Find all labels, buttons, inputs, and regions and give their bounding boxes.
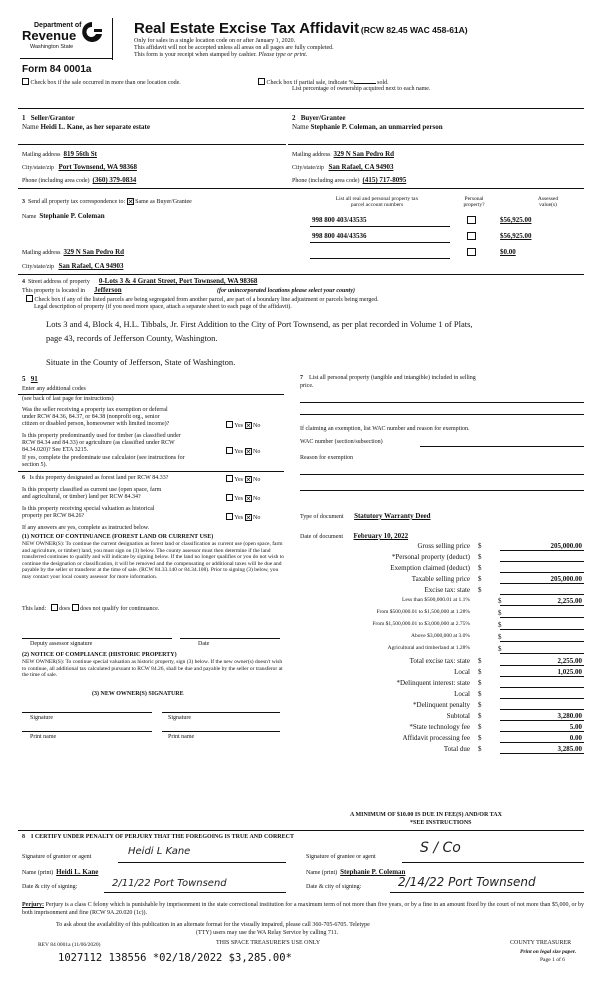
notice3-title: (3) NEW OWNER(S) SIGNATURE <box>92 691 184 697</box>
dollar-sign: $ <box>478 712 482 720</box>
tax-line-value[interactable] <box>500 679 584 688</box>
grantor-date-city[interactable]: 2/11/22 Port Townsend <box>112 878 227 889</box>
sec5-q2c: 84.34.020)? See ETA 3215. <box>22 447 89 453</box>
sec6-q1: Is this property designated as forest land per RCW 84.33? <box>29 475 169 481</box>
multi-location-label: Check box if the sale occurred in more than one location code. <box>30 80 181 86</box>
does-label: does <box>59 606 71 612</box>
personal-property-checkbox[interactable] <box>467 216 476 224</box>
parcel-row <box>312 232 452 240</box>
sec6-q3b: property per RCW 84.26? <box>22 513 85 519</box>
unincorporated-note: (for unincorporated locations please select your county) <box>217 288 355 294</box>
tax-line-label: Above $3,000,000 at 3.0% <box>411 633 470 639</box>
tax-line-label: Subtotal <box>446 712 470 720</box>
minimum-note: A MINIMUM OF $10.00 IS DUE IN FEE(S) AND/OR TAX <box>350 812 502 818</box>
seller-name-label: Name <box>22 123 39 131</box>
tax-line-value[interactable] <box>500 564 584 573</box>
no-label: No <box>253 449 261 455</box>
sec7-num: 7 <box>300 375 303 381</box>
tax-line-label: Local <box>454 690 470 698</box>
tax-line-value[interactable]: 205,000.00 <box>500 542 584 551</box>
rule <box>22 712 152 713</box>
perjury-notice <box>22 902 584 917</box>
grantee-sig-label: Signature of grantee or agent <box>306 854 376 860</box>
legal-line3[interactable]: Situate in the County of Jefferson, State of Washington. <box>46 357 236 367</box>
sec5-q2d: If yes, complete the predominate use calculator (see instructions for <box>22 455 185 461</box>
partial-percent-field[interactable] <box>354 83 376 84</box>
buyer-label: Buyer/Grantee <box>300 114 346 122</box>
seller-city-label: City/state/zip <box>22 165 54 171</box>
parcel-row <box>312 248 452 256</box>
tax-line-value[interactable]: 3,280.00 <box>500 712 584 721</box>
parcel-number[interactable]: 998 800 404/43536 <box>312 232 367 240</box>
sendto-same-label: Same as Buyer/Grantee <box>135 199 192 205</box>
dollar-sign: $ <box>478 564 482 572</box>
sec5-q2-no-checkbox[interactable]: ✕ <box>245 448 252 456</box>
seller-mail-label: Mailing address <box>22 152 61 158</box>
tax-line-label: Excise tax: state <box>424 586 470 594</box>
sendto-mail-label: Mailing address <box>22 250 61 256</box>
sec6-q2-yes-checkbox[interactable] <box>226 494 233 501</box>
yes-label: Yes <box>234 423 244 429</box>
tax-line-value[interactable]: 5.00 <box>500 723 584 732</box>
buyer-name[interactable]: Stephanie P. Coleman, an unmarried person <box>310 123 443 131</box>
buyer-phone[interactable]: (415) 717-8095 <box>362 176 407 184</box>
reason-label: Reason for exemption <box>300 455 353 461</box>
sec7-label2: price. <box>300 383 314 389</box>
tax-line-label: Taxable selling price <box>411 575 470 583</box>
header-note2: This affidavit will not be accepted unless all areas on all pages are fully completed. <box>134 45 334 51</box>
seller-num: 1 <box>22 114 26 122</box>
deputy-signature-label: Deputy assessor signature <box>30 641 93 647</box>
notice2-text: NEW OWNER(S): To continue special valuation as historic property, sign (3) below. If the new owner(s) doesn't wish to continue, all additional tax calculated pursuant to RCW 84.26, shall be due and payable by the seller or transferor at the time of sale. <box>22 659 283 679</box>
rev-number: REV 84 0001a (11/06/2020) <box>38 942 101 948</box>
sec6-q3-no-checkbox[interactable]: ✕ <box>245 514 252 522</box>
partial-list-note: List percentage of ownership acquired next to each name. <box>292 86 431 92</box>
dor-logo <box>22 18 108 58</box>
dollar-sign: $ <box>478 723 482 731</box>
tax-line-value[interactable] <box>500 586 584 595</box>
tax-line-label: Less than $500,000.01 at 1.1% <box>402 597 470 603</box>
notice1-text: NEW OWNER(S): To continue the current designation as forest land or classification as current use (open space, farm and agriculture, or timber) land, you must sign on (3) below. The county assessor must then determine if the land transferred continues to qualify and will indicate by signing below. If the land no longer qualifies or you do not wish to continue the designation or classification, it will be removed and the compensating or additional taxes will be due and payable by the seller or transferor at the time of sale. (RCW 84.33.140 or 84.34.108). Prior to signing (3) below, you may contact your local county assessor for more information. <box>22 541 285 580</box>
segregated-label: Check box if any of the listed parcels are being segregated from another parcel, are part of a boundary line adjustment or parcels being merged. <box>34 297 379 303</box>
tax-line-label: From $500,000.01 to $1,500,000 at 1.28% <box>376 609 470 615</box>
form-title-ref: (RCW 82.45 WAC 458-61A) <box>360 25 468 35</box>
legal-paper-note: Print on legal size paper. <box>520 949 577 955</box>
sec6-q2b: and agricultural, or timber) land per RCW 84.34? <box>22 494 141 500</box>
dollar-sign: $ <box>478 553 482 561</box>
sec5-q2e: section 5). <box>22 462 47 468</box>
rule <box>118 862 286 863</box>
grantee-date-label: Date & city of signing: <box>306 884 362 890</box>
dollar-sign: $ <box>498 645 502 653</box>
rule <box>18 144 286 145</box>
dollar-sign: $ <box>478 690 482 698</box>
dollar-sign: $ <box>478 657 482 665</box>
dollar-sign: $ <box>478 734 482 742</box>
sec6-q1-yes-checkbox[interactable] <box>226 475 233 482</box>
sendto-name-label: Name <box>22 214 37 220</box>
tax-line-label: *Delinquent penalty <box>413 701 470 709</box>
sendto-name[interactable]: Stephanie P. Coleman <box>39 212 105 220</box>
tax-line-value[interactable] <box>500 609 584 618</box>
tax-line-value[interactable]: 3,285.00 <box>500 745 584 754</box>
parcel-value[interactable]: $0.00 <box>500 248 516 256</box>
sec6-q2a: Is this property classified as current use (open space, farm <box>22 487 162 493</box>
rule <box>104 892 286 893</box>
tax-line-value[interactable] <box>500 553 584 562</box>
tax-line-label: From $1,500,000.01 to $3,000,000 at 2.75% <box>372 621 470 627</box>
sec6-q4: If any answers are yes, complete as instructed below. <box>22 525 150 531</box>
sec5-num: 5 <box>22 375 26 383</box>
multi-location-checkbox[interactable] <box>22 78 29 85</box>
dollar-sign: $ <box>478 586 482 594</box>
rule <box>300 490 584 491</box>
tty-note: (TTY) users may use the WA Relay Service by calling 711. <box>196 930 339 936</box>
header-note3: This form is your receipt when stamped by cashier. <box>134 52 257 58</box>
yes-label: Yes <box>234 477 244 483</box>
no-label: No <box>253 423 261 429</box>
tax-line-value[interactable]: 2,255.00 <box>500 597 584 606</box>
tax-line-label: Affidavit processing fee <box>402 734 470 742</box>
tax-line-value[interactable] <box>500 645 584 654</box>
buyer-city-label: City/state/zip <box>292 165 324 171</box>
dollar-sign: $ <box>498 597 502 605</box>
tax-line-value[interactable]: 0.00 <box>500 734 584 743</box>
buyer-name-label: Name <box>292 123 309 131</box>
tax-line-label: Local <box>454 668 470 676</box>
treasurer-stamp: 1027112 138556 *02/18/2022 $3,285.00* <box>58 952 292 964</box>
logo-line1: Department of <box>34 22 82 29</box>
dollar-sign: $ <box>478 745 482 753</box>
yes-label: Yes <box>234 515 244 521</box>
grantee-signature[interactable]: S / Co <box>420 840 461 856</box>
page-number: Page 1 of 6 <box>540 957 565 963</box>
personal-property-checkbox[interactable] <box>467 248 476 256</box>
street-label: Street address of property <box>28 279 90 285</box>
rule <box>300 474 584 475</box>
doc-type[interactable]: Statutory Warranty Deed <box>354 512 431 520</box>
dollar-sign: $ <box>478 575 482 583</box>
section-rule-top <box>18 108 584 109</box>
partial-sale-checkbox[interactable] <box>258 78 265 85</box>
seller-label: Seller/Grantor <box>30 114 75 122</box>
logo-line2: Revenue <box>22 28 77 43</box>
parcel-value[interactable]: $56,925.00 <box>500 216 532 224</box>
located-label: This property is located in <box>22 288 85 294</box>
sendto-city-label: City/state/zip <box>22 264 54 270</box>
header-note3b: Please type or print. <box>258 52 308 58</box>
rule <box>300 402 584 403</box>
grantee-name-label: Name (print) <box>306 870 338 876</box>
dollar-sign: $ <box>478 701 482 709</box>
doc-date[interactable]: February 10, 2022 <box>353 532 409 540</box>
legal-label: Legal description of property (if you need more space, attach a separate sheet to each page of the affidavit). <box>34 304 292 310</box>
grantor-name[interactable]: Heidi L. Kane <box>56 868 99 876</box>
tax-line-label: *Delinquent interest: state <box>396 679 470 687</box>
sendto-label: Send all property tax correspondence to: <box>28 199 126 205</box>
sec5-q1-yes-checkbox[interactable] <box>226 421 233 428</box>
no-label: No <box>253 515 261 521</box>
yes-label: Yes <box>234 449 244 455</box>
print-name-label-2: Print name <box>168 734 195 740</box>
doc-date-label: Date of document <box>300 534 343 540</box>
property-num: 4 <box>22 279 25 285</box>
parcel-col3-head: Assessed value(s) <box>537 196 559 209</box>
grantee-name[interactable]: Stephanie P. Coleman <box>340 868 406 876</box>
no-label: No <box>253 477 261 483</box>
rule <box>390 892 584 893</box>
tax-line-value[interactable] <box>500 633 584 642</box>
street-address[interactable]: 0-Lots 3 & 4 Grant Street, Port Townsend, WA 98368 <box>98 277 258 285</box>
sendto-num: 3 <box>22 199 25 205</box>
parcel-col2-head: Personal property? <box>463 196 485 209</box>
partial-sale-label: Check box if partial sale, indicate % <box>266 80 354 86</box>
rule <box>310 226 450 227</box>
seller-phone-label: Phone (including area code) <box>22 178 90 184</box>
logo-rule <box>20 58 112 59</box>
dor-logo-icon <box>80 20 104 46</box>
tax-line-label: Gross selling price <box>417 542 470 550</box>
no-label: No <box>253 496 261 502</box>
grantor-name-label: Name (print) <box>22 870 54 876</box>
wac-label: WAC number (section/subsection) <box>300 439 383 445</box>
rule <box>18 274 584 275</box>
rule <box>18 471 284 472</box>
rule <box>22 731 152 732</box>
new-owner-sig-label: Signature <box>30 715 53 721</box>
tax-line-label: Exemption claimed (deduct) <box>390 564 470 572</box>
seller-name[interactable]: Heidi L. Kane, as her separate estate <box>40 123 150 131</box>
tax-line-label: *State technology fee <box>409 723 470 731</box>
notice1-title: (1) NOTICE OF CONTINUANCE (FOREST LAND OR CURRENT USE) <box>22 534 214 540</box>
sec5-q1-no-checkbox[interactable]: ✕ <box>245 422 252 430</box>
tax-line-value[interactable] <box>500 621 584 630</box>
certify: I CERTIFY UNDER PENALTY OF PERJURY THAT THE FOREGOING IS TRUE AND CORRECT <box>31 834 294 840</box>
seller-phone[interactable]: (360) 379-0834 <box>92 176 137 184</box>
rule <box>180 638 280 639</box>
doc-type-label: Type of document <box>300 514 344 520</box>
see-instructions-note: *SEE INSTRUCTIONS <box>410 820 472 826</box>
county-field[interactable]: Jefferson <box>94 286 122 294</box>
dollar-sign: $ <box>478 542 482 550</box>
deputy-date-label: Date <box>198 641 210 647</box>
buyer-city[interactable]: San Rafael, CA 94903 <box>328 163 394 171</box>
does-not-checkbox[interactable] <box>72 604 79 611</box>
sec6-num: 6 <box>22 475 25 481</box>
sendto-city[interactable]: San Rafael, CA 94903 <box>58 262 124 270</box>
header-divider <box>112 18 113 60</box>
yes-label: Yes <box>234 496 244 502</box>
tax-line-label: Agricultural and timberland at 1.28% <box>387 645 470 651</box>
land-use-code[interactable]: 91 <box>30 375 38 383</box>
personal-property-checkbox[interactable] <box>467 232 476 240</box>
does-checkbox[interactable] <box>51 604 58 611</box>
rule <box>18 830 584 831</box>
partial-sold-label: sold. <box>377 80 389 86</box>
form-title: Real Estate Excise Tax Affidavit <box>134 20 360 37</box>
rule <box>288 144 584 145</box>
county-treasurer: COUNTY TREASURER <box>510 940 572 946</box>
sendto-same-checkbox[interactable]: ✕ <box>127 198 134 206</box>
legal-line2[interactable]: page 43, records of Jefferson County, Washington. <box>46 333 218 343</box>
rule <box>162 731 280 732</box>
buyer-phone-label: Phone (including area code) <box>292 178 360 184</box>
sec5-q2-yes-checkbox[interactable] <box>226 447 233 454</box>
rule <box>162 712 280 713</box>
rule <box>300 414 584 415</box>
exemption-label: If claiming an exemption, list WAC number and reason for exemption. <box>300 426 470 432</box>
rule <box>310 242 450 243</box>
sec5-q1a: Was the seller receiving a property tax exemption or deferral <box>22 407 168 413</box>
rule <box>18 394 284 395</box>
sec5-q1c: citizen or disabled person, homeowner with limited income)? <box>22 421 170 427</box>
form-number: Form 84 0001a <box>22 64 92 75</box>
wac-field[interactable] <box>420 446 584 447</box>
grantee-date-city[interactable]: 2/14/22 Port Townsend <box>398 875 536 889</box>
sendto-mail[interactable]: 329 N San Pedro Rd <box>63 248 125 256</box>
additional-codes-label: Enter any additional codes <box>22 386 86 392</box>
sec5-q2b: RCW 84.34 and 84.33) or agriculture (as classified under RCW <box>22 440 175 446</box>
segregated-checkbox[interactable] <box>26 295 33 302</box>
sec5-q2a: Is this property predominantly used for timber (as classified under <box>22 433 181 439</box>
seller-city[interactable]: Port Townsend, WA 98368 <box>58 163 137 171</box>
print-name-label: Print name <box>30 734 57 740</box>
alternate-format-note: To ask about the availability of this publication in an alternate format for the visually impaired, please call 360-705-6705. Teletype <box>56 922 370 928</box>
buyer-num: 2 <box>292 114 296 122</box>
tax-line-label: Total due <box>443 745 470 753</box>
treasurer-use: THIS SPACE TREASURER'S USE ONLY <box>216 940 321 946</box>
rule <box>18 188 584 189</box>
header-note1: Only for sales in a single location code on or after January 1, 2020. <box>134 38 296 44</box>
logo-line3: Washington State <box>30 44 74 50</box>
tax-line-value[interactable]: 1,025.00 <box>500 668 584 677</box>
notice2-title: (2) NOTICE OF COMPLIANCE (HISTORIC PROPERTY) <box>22 652 177 658</box>
new-owner-sig-label-2: Signature <box>168 715 191 721</box>
perjury-label: Perjury: <box>22 902 44 908</box>
see-instructions: (see back of last page for instructions) <box>22 396 114 402</box>
tax-line-value[interactable] <box>500 701 584 710</box>
parcel-row <box>312 216 452 224</box>
perjury-text: Perjury is a class C felony which is punishable by imprisonment in the state correctional institution for a maximum term of not more than five years, or by a fine in an amount fixed by the court of not more than $5,000, or by both imprisonment and fine (RCW 9A.20.020 (1c)). <box>22 902 584 916</box>
legal-line1[interactable]: Lots 3 and 4, Block 4, H.L. Tibbals, Jr. First Addition to the City of Port Townsend, as per plat recorded in Volume 1 of Plats, <box>46 319 473 329</box>
buyer-mail-label: Mailing address <box>292 152 331 158</box>
dollar-sign: $ <box>498 609 502 617</box>
tax-line-label: Total excise tax: state <box>409 657 470 665</box>
tax-line-value[interactable]: 205,000.00 <box>500 575 584 584</box>
grantor-date-label: Date & city of signing: <box>22 884 78 890</box>
thisland-label: This land: <box>22 606 47 612</box>
seller-mail[interactable]: 819 56th St <box>63 150 97 158</box>
rule <box>402 862 584 863</box>
rule <box>22 638 172 639</box>
dollar-sign: $ <box>498 621 502 629</box>
tax-line-value[interactable]: 2,255.00 <box>500 657 584 666</box>
sec7-label: List all personal property (tangible and intangible) included in selling <box>309 375 476 381</box>
sec6-q3-yes-checkbox[interactable] <box>226 513 233 520</box>
tax-line-label: *Personal property (deduct) <box>391 553 470 561</box>
dollar-sign: $ <box>478 679 482 687</box>
sec6-q1-no-checkbox[interactable]: ✕ <box>245 476 252 484</box>
parcel-value[interactable]: $56,925.00 <box>500 232 532 240</box>
grantor-signature[interactable]: Heidi L Kane <box>128 846 191 857</box>
form-title-wrap <box>134 20 468 37</box>
buyer-mail[interactable]: 329 N San Pedro Rd <box>333 150 395 158</box>
tax-line-value[interactable] <box>500 690 584 699</box>
sec5-q1b: under RCW 84.36, 84.37, or 84.38 (nonprofit org., senior <box>22 414 160 420</box>
sec6-q3a: Is this property receiving special valuation as historical <box>22 506 155 512</box>
does-not-label: does not qualify for continuance. <box>80 606 160 612</box>
dollar-sign: $ <box>478 668 482 676</box>
grantor-sig-label: Signature of grantor or agent <box>22 854 92 860</box>
sec8-num: 8 <box>22 834 25 840</box>
rule <box>310 258 450 259</box>
dollar-sign: $ <box>498 633 502 641</box>
sec6-q2-no-checkbox[interactable]: ✕ <box>245 495 252 503</box>
parcel-number[interactable]: 998 800 403/43535 <box>312 216 367 224</box>
parcel-col1-head: List all real and personal property tax parcel account numbers <box>335 196 419 209</box>
